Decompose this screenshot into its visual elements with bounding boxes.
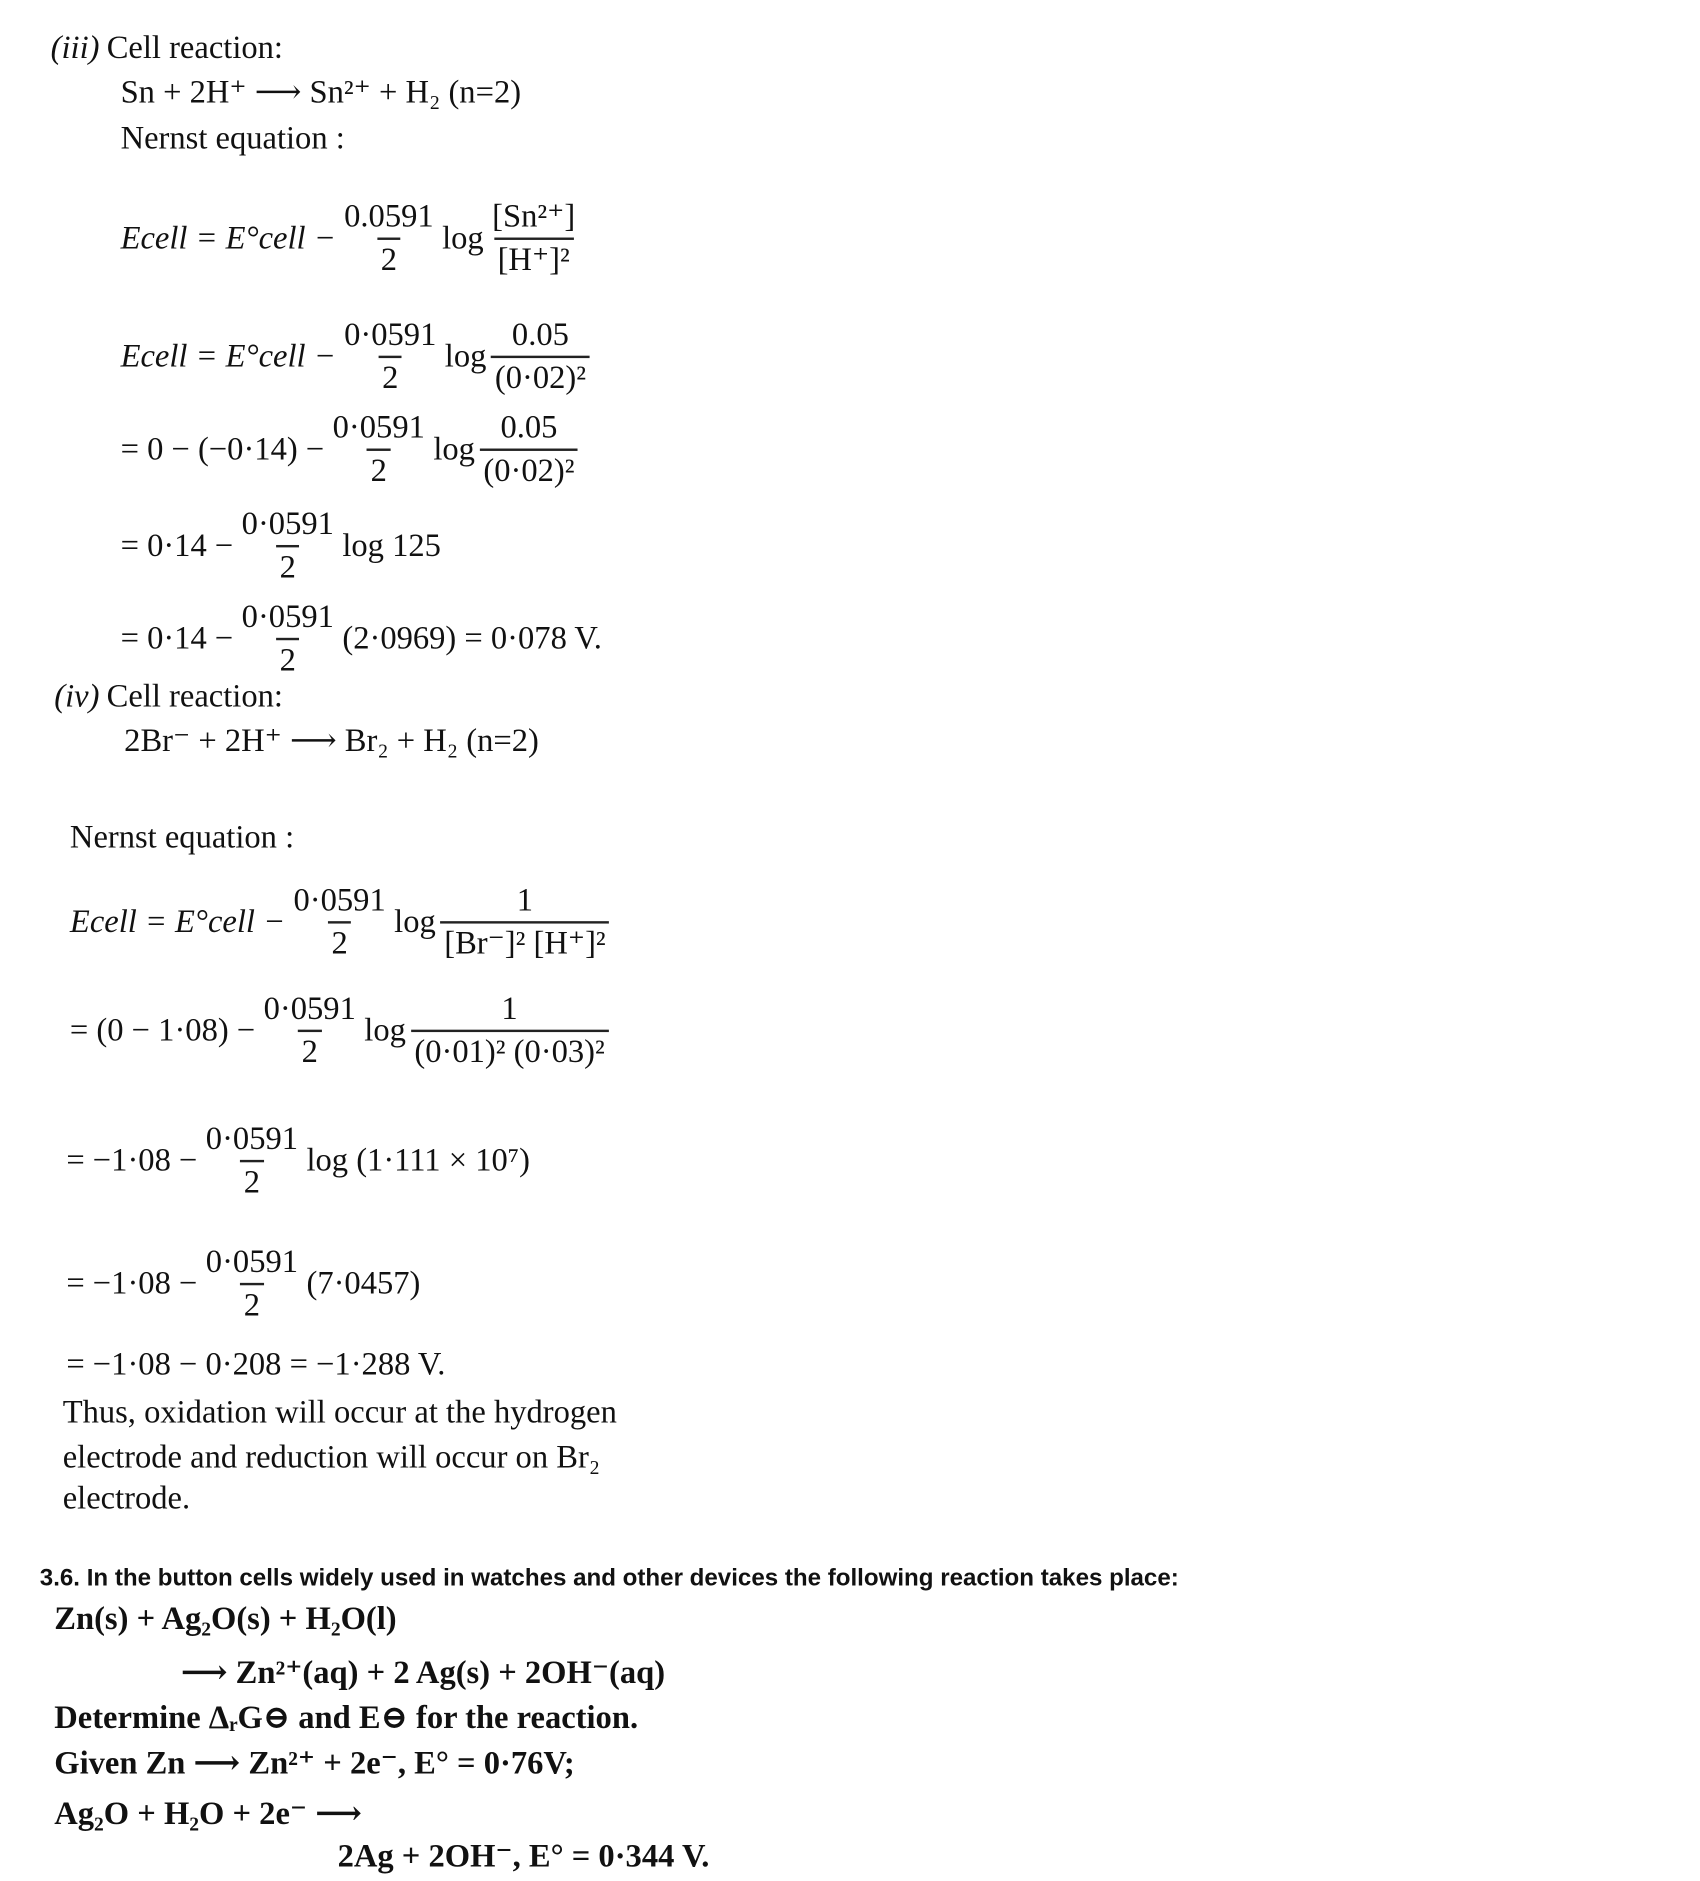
equation — [70, 991, 613, 1070]
equation-rhs: (7·0457) — [306, 1265, 421, 1302]
denominator: 2 — [276, 637, 300, 678]
conclusion-line: electrode and reduction will occur on Br₂ — [62, 1438, 601, 1475]
conclusion-line: Thus, oxidation will occur at the hydrogen — [62, 1393, 617, 1430]
cell-reaction: Sn + 2H⁺ ⟶ Sn²⁺ + H₂ (n=2) — [120, 73, 522, 110]
equation-lhs: = (0 − 1·08) − — [69, 1011, 256, 1048]
fraction — [202, 1121, 301, 1200]
part-iv-heading — [54, 678, 283, 715]
denominator: [H⁺]² — [494, 237, 573, 278]
equation-lhs: Ecell = E°cell − — [69, 903, 286, 940]
nernst-label: Nernst equation : — [69, 818, 295, 855]
numerator: 0·0591 — [205, 1120, 299, 1157]
denominator: [Br⁻]² [H⁺]² — [441, 921, 610, 962]
denominator: 2 — [378, 355, 402, 396]
equation-rhs: log (1·111 × 10⁷) — [306, 1142, 530, 1179]
denominator: 2 — [367, 448, 391, 489]
numerator: 0·0591 — [241, 598, 334, 635]
fraction — [491, 317, 589, 396]
fraction — [341, 199, 438, 278]
equation-rhs: log 125 — [342, 527, 441, 564]
numerator: [Sn²⁺] — [492, 197, 576, 234]
denominator: 2 — [377, 237, 401, 278]
numerator: 0·0591 — [332, 408, 425, 445]
equation — [121, 506, 441, 585]
equation-result: = −1·08 − 0·208 = −1·288 V. — [66, 1345, 446, 1382]
question-prompt: Determine ΔᵣG⊖ and E⊖ for the reaction. — [54, 1698, 639, 1736]
nernst-label: Nernst equation : — [120, 119, 345, 156]
denominator: 2 — [276, 545, 300, 586]
equation-lhs: = −1·08 − — [66, 1265, 198, 1302]
question-reaction-line: ⟶ Zn²⁺(aq) + 2 Ag(s) + 2OH⁻(aq) — [180, 1654, 666, 1691]
fraction — [238, 506, 337, 585]
numerator: 0.05 — [511, 315, 569, 353]
denominator: 2 — [298, 1029, 322, 1070]
log-text: log — [442, 219, 484, 256]
question-heading: 3.6. In the button cells widely used in watches and other devices the following reaction takes place: — [39, 1564, 1179, 1592]
log-text: log — [364, 1011, 406, 1048]
fraction — [329, 410, 428, 489]
numerator: 0·0591 — [293, 881, 386, 918]
equation-lhs: = 0 − (−0·14) − — [120, 430, 325, 467]
equation — [121, 599, 602, 678]
equation-lhs: = −1·08 − — [66, 1142, 198, 1179]
numerator: 0·0591 — [205, 1243, 299, 1280]
fraction — [441, 883, 610, 962]
fraction — [238, 599, 337, 678]
equation — [121, 317, 595, 396]
log-text: log — [433, 430, 475, 467]
numerator: 0·0591 — [263, 989, 356, 1027]
equation-lhs: = 0·14 − — [120, 527, 234, 564]
equation-lhs: Ecell = E°cell − — [120, 337, 336, 374]
section-title: Cell reaction: — [106, 677, 283, 714]
log-text: log — [394, 903, 436, 940]
fraction — [489, 199, 579, 278]
equation — [66, 1244, 420, 1323]
fraction — [260, 991, 359, 1070]
denominator: 2 — [240, 1282, 264, 1323]
part-iii-heading — [51, 29, 283, 66]
equation-rhs: (2·0969) = 0·078 V. — [342, 619, 602, 657]
fraction — [411, 991, 609, 1070]
log-text: log — [444, 337, 487, 374]
given-line: Ag₂O + H₂O + 2e⁻ ⟶ — [54, 1795, 362, 1832]
numerator: 0.0591 — [344, 197, 434, 234]
fraction — [341, 317, 440, 396]
conclusion-line: electrode. — [62, 1479, 191, 1516]
numerator: 0.05 — [500, 408, 558, 445]
denominator: (0·01)² (0·03)² — [411, 1029, 609, 1070]
denominator: (0·02)² — [480, 448, 578, 489]
equation — [121, 410, 583, 489]
numerator: 1 — [516, 881, 534, 918]
fraction — [290, 883, 389, 962]
question-reaction-line: Zn(s) + Ag₂O(s) + H₂O(l) — [54, 1599, 397, 1637]
numerator: 0·0591 — [344, 315, 437, 353]
equation — [66, 1121, 530, 1200]
cell-reaction: 2Br⁻ + 2H⁺ ⟶ Br₂ + H₂ (n=2) — [124, 722, 539, 759]
equation-lhs: = 0·14 − — [120, 619, 234, 657]
fraction — [480, 410, 578, 489]
fraction — [202, 1244, 301, 1323]
equation-lhs: Ecell = E°cell − — [120, 219, 336, 256]
part-label: (iv) — [54, 677, 100, 714]
numerator: 1 — [501, 989, 518, 1027]
denominator: 2 — [240, 1160, 264, 1201]
section-title: Cell reaction: — [106, 28, 283, 66]
numerator: 0·0591 — [241, 505, 334, 542]
equation — [121, 199, 584, 278]
denominator: (0·02)² — [491, 355, 589, 396]
part-label: (iii) — [50, 28, 100, 66]
denominator: 2 — [328, 921, 352, 962]
equation — [70, 883, 614, 962]
given-line: 2Ag + 2OH⁻, E° = 0·344 V. — [337, 1837, 710, 1874]
given-line: Given Zn ⟶ Zn²⁺ + 2e⁻, E° = 0·76V; — [54, 1744, 575, 1781]
